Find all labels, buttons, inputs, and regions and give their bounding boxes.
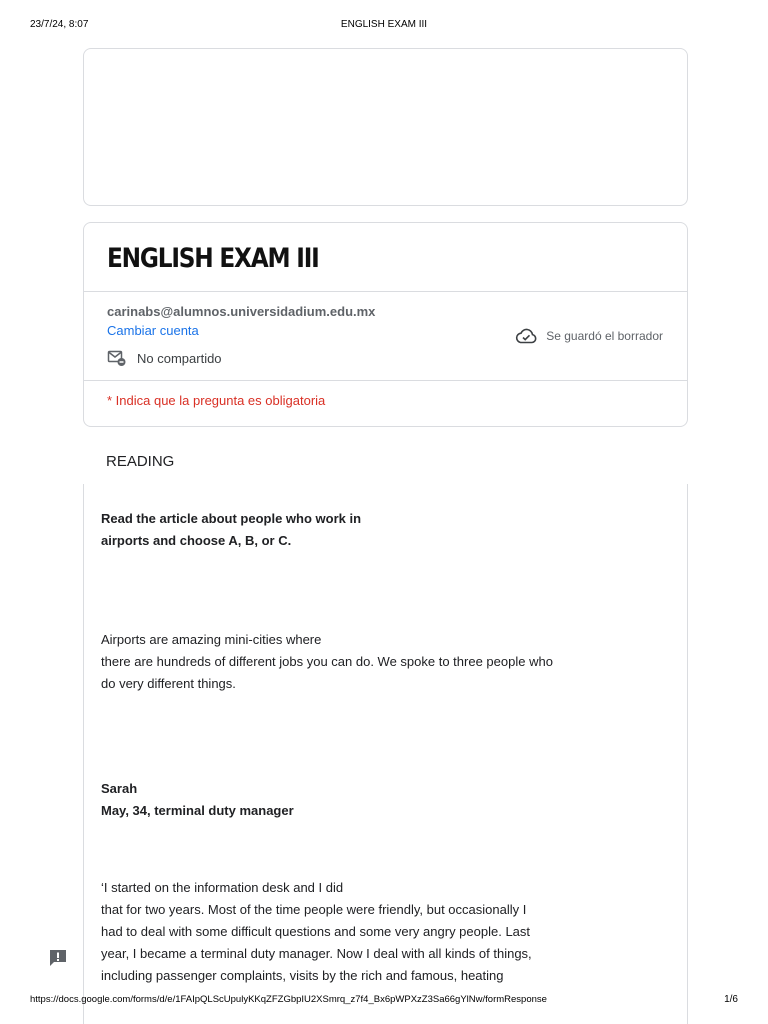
form-header-banner	[83, 48, 688, 206]
not-shared-label: No compartido	[137, 350, 222, 366]
required-note: * Indica que la pregunta es obligatoria	[107, 393, 326, 408]
reading-content-card	[83, 484, 688, 1024]
person-details: May, 34, terminal duty manager	[101, 803, 294, 818]
divider	[84, 380, 687, 381]
article-intro	[101, 629, 553, 695]
not-shared-status	[107, 349, 222, 367]
quote-line: including passenger complaints, visits by the rich and famous, heating	[101, 968, 504, 983]
quote-line: year, I became a terminal duty manager. Now I deal with all kinds of things,	[101, 946, 532, 961]
article-line: Airports are amazing mini-cities where	[101, 632, 322, 647]
section-heading: READING	[106, 453, 175, 470]
saved-status	[514, 326, 663, 346]
print-datetime: 23/7/24, 8:07	[30, 19, 89, 30]
account-email: carinabs@alumnos.universidadium.edu.mx	[107, 304, 376, 319]
article-line: do very different things.	[101, 676, 236, 691]
print-page-indicator: 1/6	[724, 994, 738, 1005]
feedback-icon	[48, 948, 68, 973]
form-title: ENGLISH EXAM III	[107, 243, 319, 274]
quote-line: that for two years. Most of the time people were friendly, but occasionally I	[101, 902, 527, 917]
saved-status-label: Se guardó el borrador	[546, 329, 663, 343]
reading-instructions	[101, 508, 361, 552]
instructions-line: Read the article about people who work in	[101, 511, 362, 526]
mail-blocked-icon	[107, 349, 127, 367]
divider	[84, 291, 687, 292]
print-doc-title: ENGLISH EXAM III	[340, 19, 428, 30]
print-url: https://docs.google.com/forms/d/e/1FAIpQLScUpulyKKqZFZGbpIU2XSmrq_z7f4_Bx6pWPXzZ3Sa66gYlNw/formResponse	[30, 994, 547, 1005]
person-quote	[101, 877, 532, 987]
feedback-button[interactable]	[47, 949, 69, 971]
form-title-card	[83, 222, 688, 427]
switch-account-link[interactable]: Cambiar cuenta	[107, 323, 199, 338]
quote-line: had to deal with some difficult questions and some very angry people. Last	[101, 924, 531, 939]
person-name: Sarah	[101, 781, 138, 796]
article-line: there are hundreds of different jobs you can do. We spoke to three people who	[101, 654, 553, 669]
person-heading	[101, 778, 294, 822]
cloud-check-icon	[514, 326, 538, 346]
instructions-line: airports and choose A, B, or C.	[101, 533, 292, 548]
quote-line: ‘I started on the information desk and I did	[101, 880, 344, 895]
